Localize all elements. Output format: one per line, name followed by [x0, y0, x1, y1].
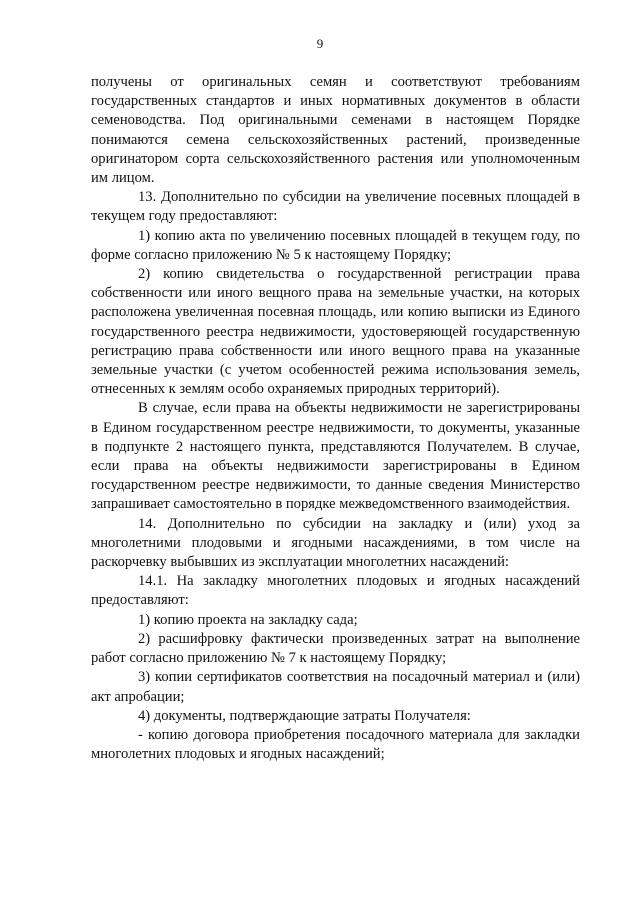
- paragraph-14-1-item-4: 4) документы, подтверждающие затраты Получателя:: [138, 707, 471, 724]
- paragraph-14-1-item-3: 3) копии сертификатов соответствия на посадочный материал и (или) акт апробации;: [91, 669, 580, 705]
- paragraph-13-item-2: 2) копию свидетельства о государственной регистрации права собственности или иного вещного права на земельные участки, на которых расположена увеличенная посевная площадь, или копию выписки из Единого государственного реестра недвижимости, удостоверяющей государственную регистрацию права собственности или иного вещного права на указанные земельные участки (с учетом особенностей режима использования земель, отнесенных к землям особо охраняемых природных территорий).: [91, 266, 580, 398]
- paragraph-13-item-1: 1) копию акта по увеличению посевных площадей в текущем году, по форме согласно приложению № 5 к настоящему Порядку;: [91, 227, 580, 263]
- page-number: 9: [316, 36, 324, 51]
- paragraph-14-1-item-4-dash: - копию договора приобретения посадочного материала для закладки многолетних плодовых и ягодных насаждений;: [91, 726, 580, 763]
- paragraph-registry-case: В случае, если права на объекты недвижимости не зарегистрированы в Едином государственном реестре недвижимости, то документы, указанные в подпункте 2 настоящего пункта, представляются Получателем. В случае, если права на объекты недвижимости зарегистрированы в Едином государственном реестре недвижимости, то данные сведения Министерство запрашивает самостоятельно в порядке межведомственного взаимодействия.: [91, 400, 580, 513]
- paragraph-14-orchards: 14. Дополнительно по субсидии на закладку и (или) уход за многолетними плодовыми и ягодными насаждениями, в том числе на раскорчевку выбывших из эксплуатации многолетних насаждений:: [91, 515, 580, 571]
- document-body: [91, 73, 580, 764]
- paragraph-seed-definition: получены от оригинальных семян и соответствуют требованиям государственных стандартов и иных нормативных документов в области семеноводства. Под оригинальными семенами в настоящем Порядке понимаются семена сельскохозяйственных растений, произведенные оригинатором сорта сельскохозяйственного растения или уполномоченным им лицом.: [91, 74, 580, 187]
- paragraph-14-1-planting: 14.1. На закладку многолетних плодовых и ягодных насаждений предоставляют:: [91, 573, 580, 609]
- paragraph-14-1-item-2: 2) расшифровку фактически произведенных затрат на выполнение работ согласно приложению № 7 к настоящему Порядку;: [91, 630, 580, 667]
- paragraph-13-sown-area: 13. Дополнительно по субсидии на увеличение посевных площадей в текущем году предоставляют:: [91, 189, 580, 225]
- paragraph-14-1-item-1: 1) копию проекта на закладку сада;: [138, 611, 358, 628]
